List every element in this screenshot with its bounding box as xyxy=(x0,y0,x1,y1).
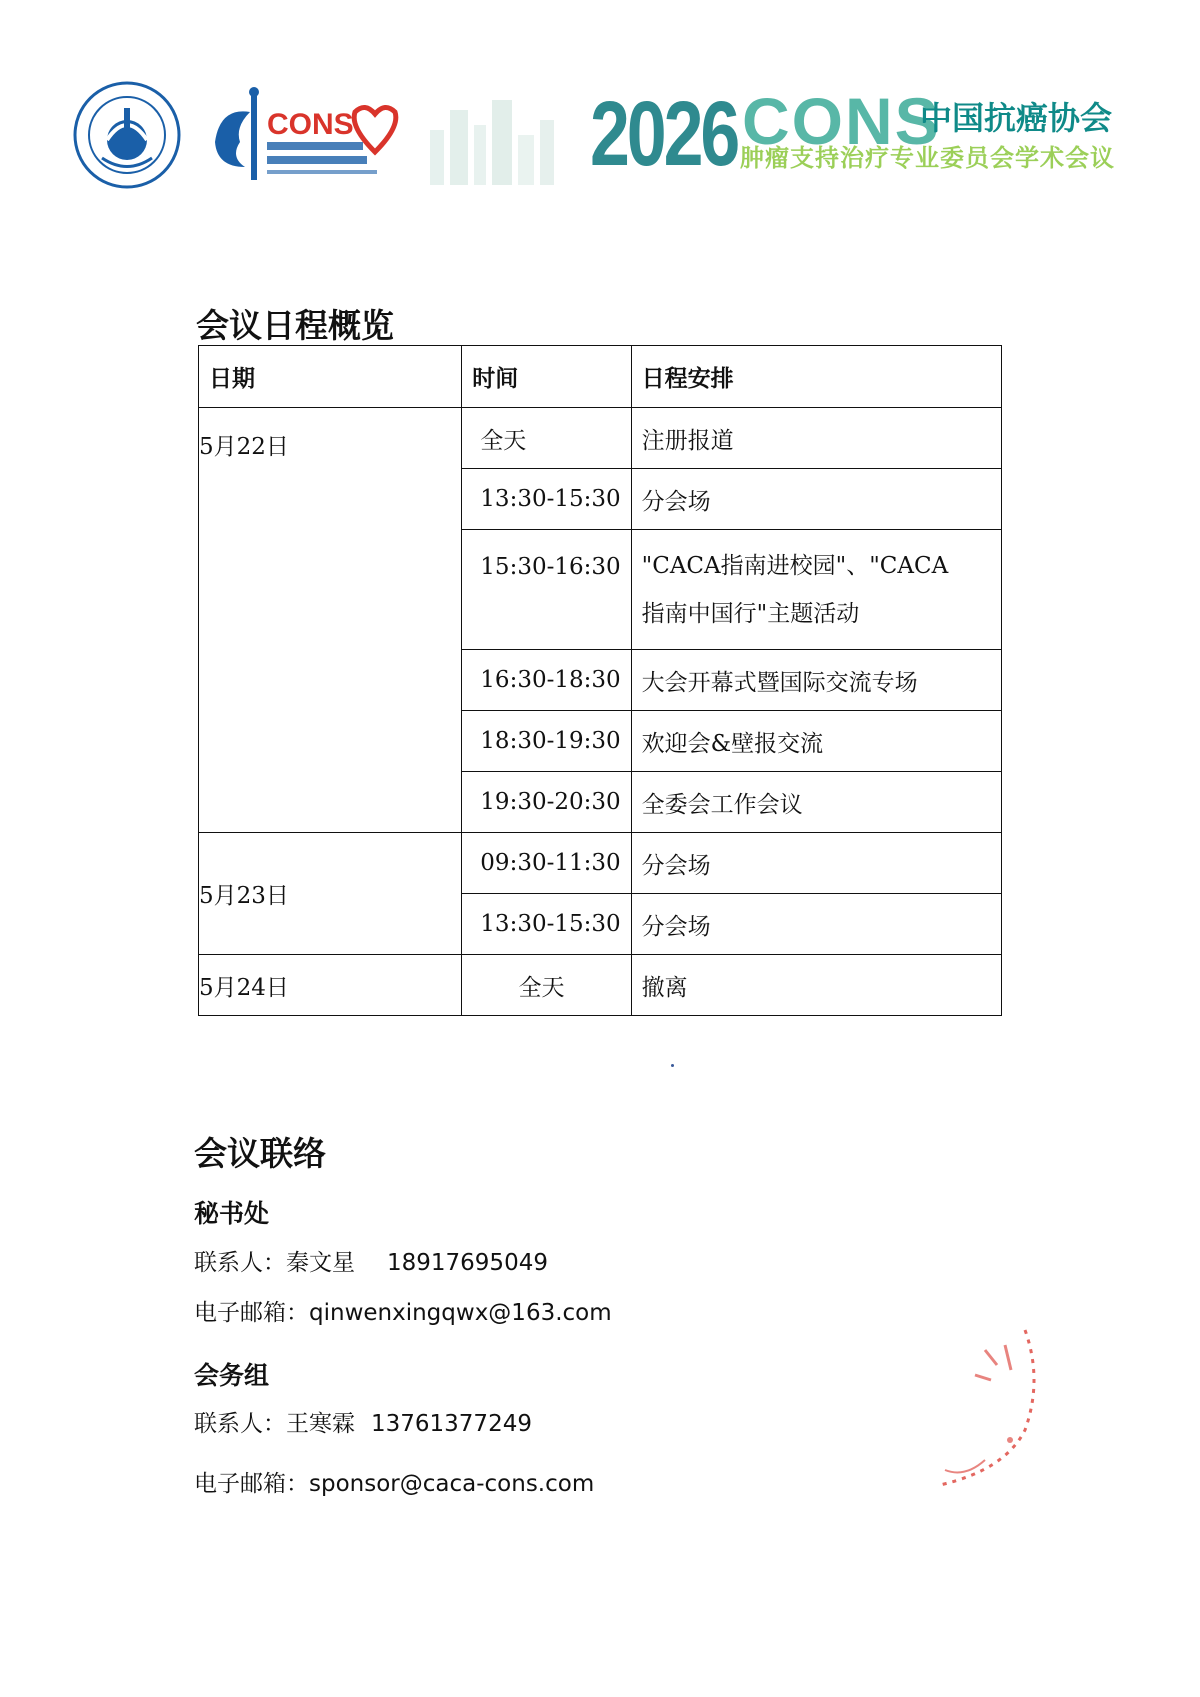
affairs-contact-line xyxy=(194,1405,532,1438)
contact-phone: 18917695049 xyxy=(387,1250,548,1276)
secretariat-title: 秘书处 xyxy=(194,1199,270,1228)
page-header xyxy=(0,0,1200,220)
secretariat-contact-line xyxy=(194,1244,548,1277)
contact-phone: 13761377249 xyxy=(371,1411,532,1437)
contact-person-name: 秦文星 xyxy=(286,1250,355,1276)
time-cell: 09:30-11:30 xyxy=(462,833,631,894)
stray-dot xyxy=(671,1064,674,1067)
time-cell: 全天 xyxy=(462,955,631,1016)
caca-logo-icon xyxy=(72,80,182,190)
time-cell: 15:30-16:30 xyxy=(462,530,631,650)
contact-person-name: 王寒霖 xyxy=(286,1411,355,1437)
time-cell: 16:30-18:30 xyxy=(462,650,631,711)
header-date: 日期 xyxy=(199,346,462,408)
time-cell: 全天 xyxy=(462,408,631,469)
banner-conference-name: 肿瘤支持治疗专业委员会学术会议 xyxy=(740,144,1115,172)
agenda-line: 指南中国行"主题活动 xyxy=(641,600,860,627)
affairs-title: 会务组 xyxy=(194,1361,270,1390)
table-row xyxy=(199,833,1002,894)
header-time: 时间 xyxy=(462,346,631,408)
svg-text:CONS: CONS xyxy=(267,108,354,141)
agenda-cell: 分会场 xyxy=(631,894,1001,955)
table-header-row xyxy=(199,346,1002,408)
agenda-cell: 分会场 xyxy=(631,469,1001,530)
agenda-cell: 大会开幕式暨国际交流专场 xyxy=(631,650,1001,711)
table-row xyxy=(199,955,1002,1016)
date-cell: 5月22日 xyxy=(199,408,462,833)
agenda-cell: 注册报道 xyxy=(631,408,1001,469)
cons-logo-icon xyxy=(205,82,405,192)
agenda-line: "CACA指南进校园"、"CACA xyxy=(641,552,949,579)
agenda-cell: 欢迎会&壁报交流 xyxy=(631,711,1001,772)
email-label: 电子邮箱： xyxy=(194,1471,309,1497)
time-cell: 13:30-15:30 xyxy=(462,894,631,955)
header-agenda: 日程安排 xyxy=(631,346,1001,408)
contact-person-label: 联系人： xyxy=(194,1250,286,1276)
email-address[interactable]: sponsor@caca-cons.com xyxy=(309,1471,595,1497)
banner-cons: CONS xyxy=(742,84,941,158)
conference-banner xyxy=(420,80,1140,190)
schedule-title: 会议日程概览 xyxy=(196,306,394,345)
email-address[interactable]: qinwenxingqwx@163.com xyxy=(309,1300,612,1326)
city-skyline-icon xyxy=(420,80,570,190)
contact-person-label: 联系人： xyxy=(194,1411,286,1437)
email-label: 电子邮箱： xyxy=(194,1300,309,1326)
agenda-cell xyxy=(631,530,1001,650)
banner-org-name: 中国抗癌协会 xyxy=(920,99,1113,137)
date-cell: 5月24日 xyxy=(199,955,462,1016)
banner-year: 2026 xyxy=(590,83,738,185)
date-cell: 5月23日 xyxy=(199,833,462,955)
table-row xyxy=(199,408,1002,469)
affairs-email-line xyxy=(194,1465,594,1498)
agenda-cell: 撤离 xyxy=(631,955,1001,1016)
secretariat-email-line xyxy=(194,1294,612,1327)
red-seal-stamp-icon xyxy=(925,1320,1045,1490)
time-cell: 18:30-19:30 xyxy=(462,711,631,772)
time-cell: 13:30-15:30 xyxy=(462,469,631,530)
agenda-cell: 全委会工作会议 xyxy=(631,772,1001,833)
agenda-cell: 分会场 xyxy=(631,833,1001,894)
time-cell: 19:30-20:30 xyxy=(462,772,631,833)
schedule-table xyxy=(198,345,1002,1016)
contact-title: 会议联络 xyxy=(194,1134,326,1173)
